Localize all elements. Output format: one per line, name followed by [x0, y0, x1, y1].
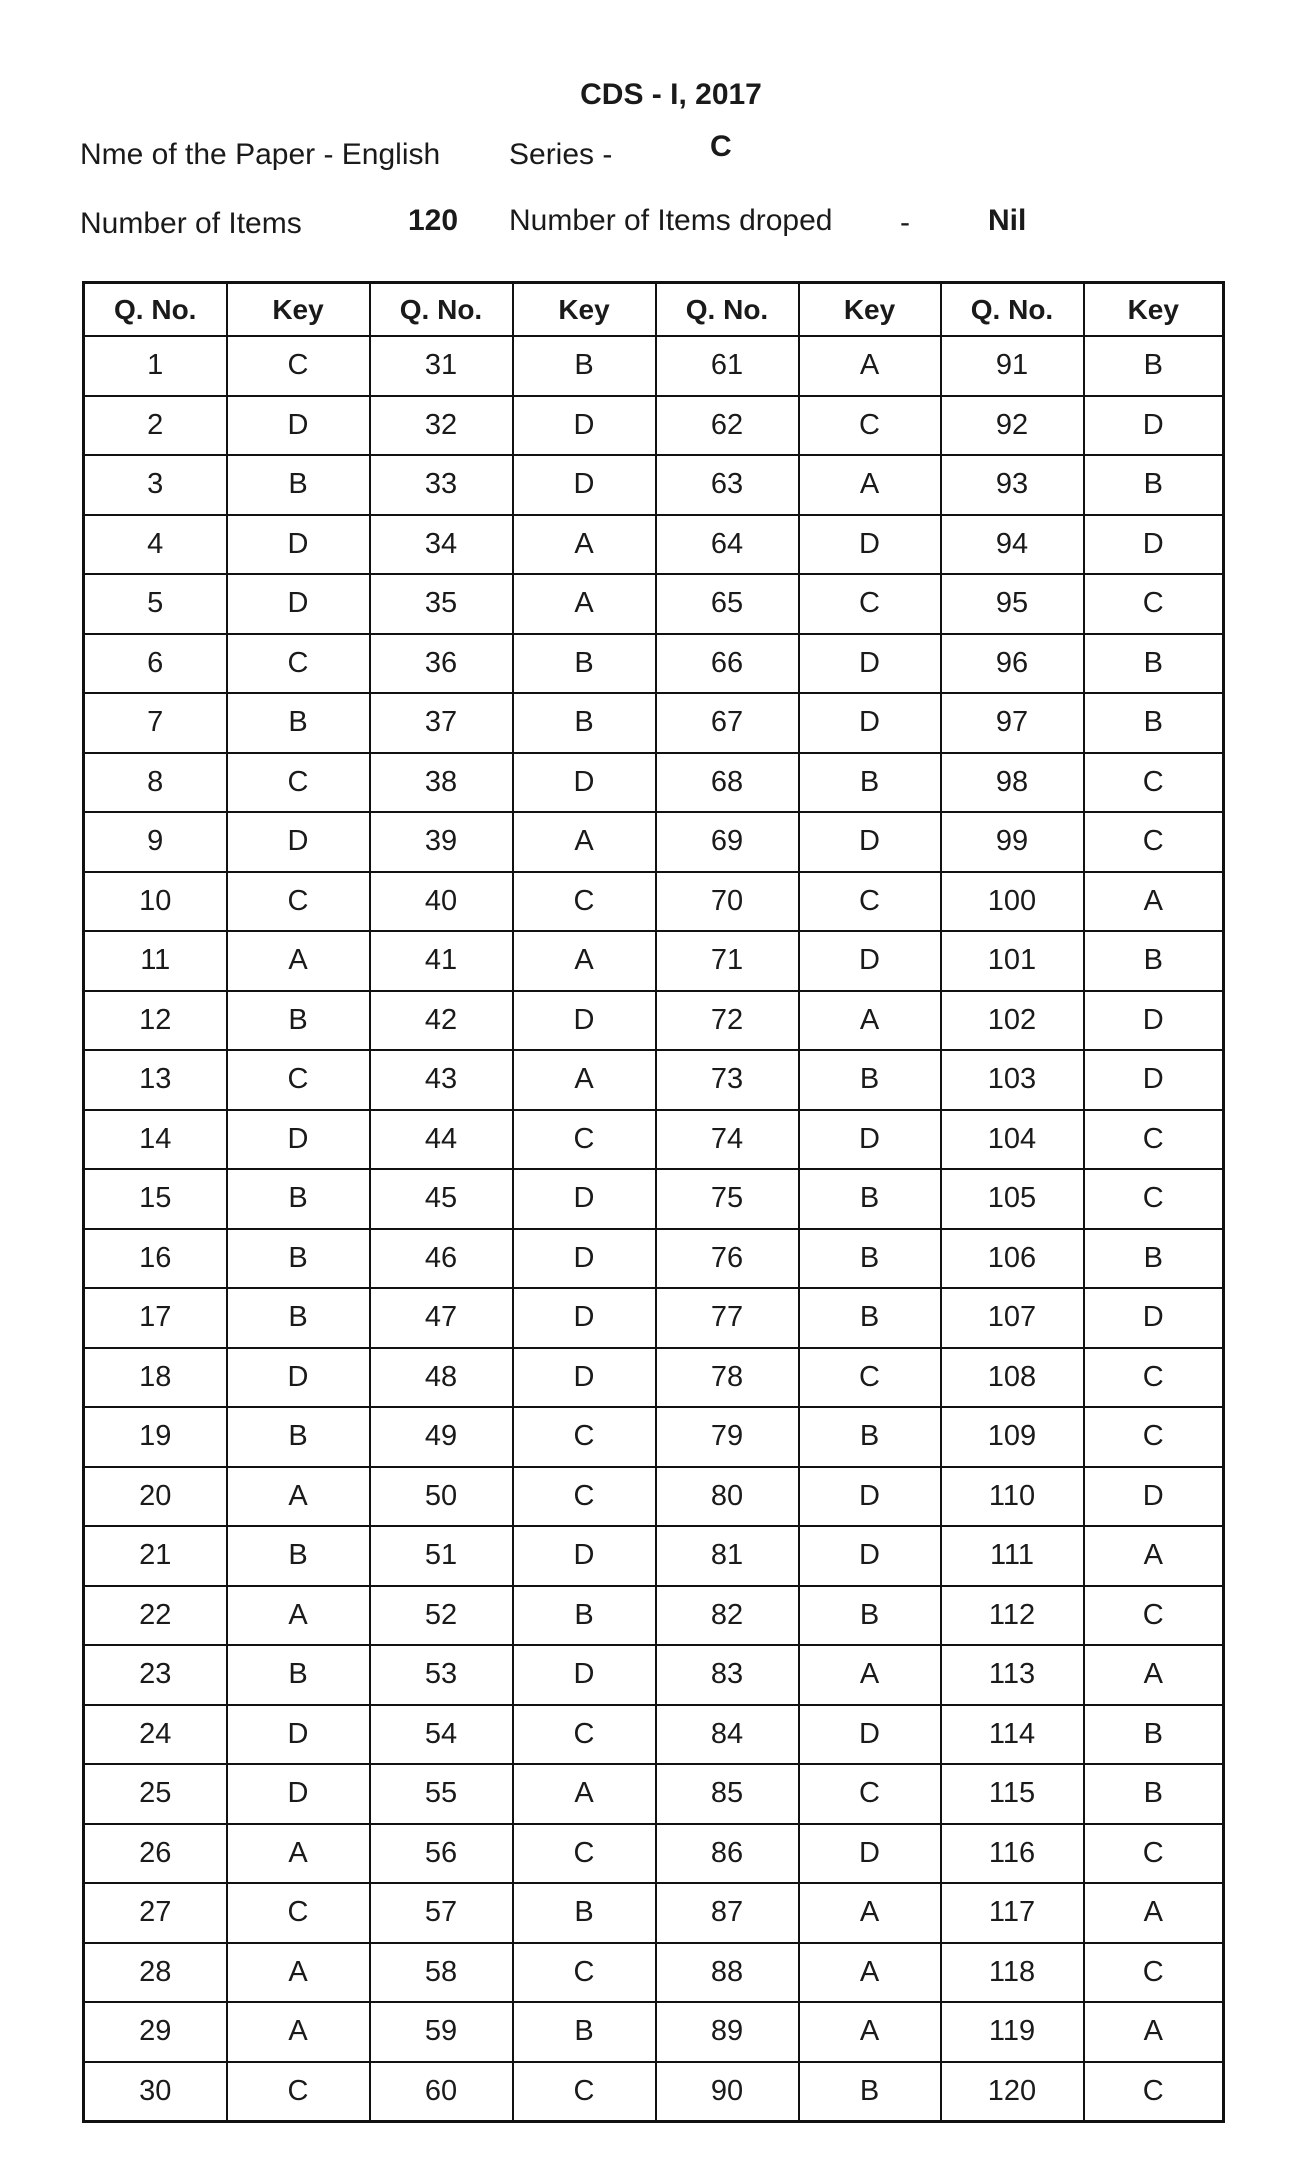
answer-key-cell: A — [513, 1764, 656, 1824]
answer-key-cell: D — [799, 931, 941, 991]
answer-key-cell: B — [1084, 931, 1224, 991]
answer-key-cell: B — [513, 2002, 656, 2062]
answer-key-cell: A — [799, 1943, 941, 2003]
question-number-cell: 43 — [370, 1050, 513, 1110]
question-number-cell: 48 — [370, 1348, 513, 1408]
answer-key-cell: C — [513, 1943, 656, 2003]
question-number-cell: 112 — [941, 1586, 1084, 1646]
answer-key-cell: D — [513, 1288, 656, 1348]
answer-key-cell: C — [1084, 812, 1224, 872]
question-number-cell: 72 — [656, 991, 799, 1051]
question-number-cell: 19 — [84, 1407, 227, 1467]
table-row — [84, 2062, 1224, 2122]
table-row — [84, 1229, 1224, 1289]
answer-key-cell: D — [513, 455, 656, 515]
answer-key-cell: D — [227, 515, 370, 575]
answer-key-cell: C — [1084, 1110, 1224, 1170]
question-number-cell: 10 — [84, 872, 227, 932]
table-row — [84, 2002, 1224, 2062]
question-number-cell: 28 — [84, 1943, 227, 2003]
question-number-cell: 82 — [656, 1586, 799, 1646]
question-number-cell: 25 — [84, 1764, 227, 1824]
answer-key-cell: B — [799, 1050, 941, 1110]
table-row — [84, 336, 1224, 396]
answer-key-cell: B — [1084, 1764, 1224, 1824]
question-number-cell: 4 — [84, 515, 227, 575]
table-row — [84, 931, 1224, 991]
table-row — [84, 991, 1224, 1051]
question-number-cell: 50 — [370, 1467, 513, 1527]
answer-key-cell: C — [513, 872, 656, 932]
answer-key-cell: D — [513, 1169, 656, 1229]
question-number-cell: 59 — [370, 2002, 513, 2062]
question-number-cell: 41 — [370, 931, 513, 991]
answer-key-cell: B — [1084, 1229, 1224, 1289]
question-number-cell: 87 — [656, 1883, 799, 1943]
question-number-cell: 18 — [84, 1348, 227, 1408]
question-number-cell: 30 — [84, 2062, 227, 2122]
question-number-cell: 96 — [941, 634, 1084, 694]
col-header-key: Key — [799, 283, 941, 337]
answer-key-cell: C — [227, 753, 370, 813]
answer-key-cell: B — [227, 1645, 370, 1705]
question-number-cell: 23 — [84, 1645, 227, 1705]
answer-key-cell: B — [227, 1407, 370, 1467]
question-number-cell: 76 — [656, 1229, 799, 1289]
answer-key-cell: C — [799, 872, 941, 932]
table-row — [84, 1645, 1224, 1705]
question-number-cell: 105 — [941, 1169, 1084, 1229]
question-number-cell: 24 — [84, 1705, 227, 1765]
answer-key-cell: D — [227, 1348, 370, 1408]
col-header-qno: Q. No. — [656, 283, 799, 337]
answer-key-cell: A — [513, 1050, 656, 1110]
question-number-cell: 53 — [370, 1645, 513, 1705]
answer-key-cell: B — [1084, 336, 1224, 396]
question-number-cell: 6 — [84, 634, 227, 694]
answer-key-cell: D — [513, 1526, 656, 1586]
answer-key-cell: B — [799, 753, 941, 813]
items-dropped-value: Nil — [988, 204, 1027, 237]
answer-key-cell: A — [799, 1883, 941, 1943]
question-number-cell: 32 — [370, 396, 513, 456]
question-number-cell: 118 — [941, 1943, 1084, 2003]
question-number-cell: 74 — [656, 1110, 799, 1170]
answer-key-cell: B — [513, 1883, 656, 1943]
question-number-cell: 106 — [941, 1229, 1084, 1289]
table-row — [84, 1288, 1224, 1348]
answer-key-cell: C — [513, 2062, 656, 2122]
question-number-cell: 109 — [941, 1407, 1084, 1467]
answer-key-cell: D — [799, 1526, 941, 1586]
answer-key-cell: C — [1084, 2062, 1224, 2122]
answer-key-cell: C — [227, 872, 370, 932]
col-header-qno: Q. No. — [370, 283, 513, 337]
question-number-cell: 2 — [84, 396, 227, 456]
answer-key-cell: A — [1084, 1645, 1224, 1705]
answer-key-cell: C — [513, 1824, 656, 1884]
answer-key-cell: B — [227, 1229, 370, 1289]
answer-key-cell: A — [513, 812, 656, 872]
answer-key-cell: D — [227, 396, 370, 456]
answer-key-cell: C — [799, 1348, 941, 1408]
answer-key-cell: C — [227, 1050, 370, 1110]
answer-key-cell: C — [1084, 1348, 1224, 1408]
question-number-cell: 29 — [84, 2002, 227, 2062]
question-number-cell: 75 — [656, 1169, 799, 1229]
table-row — [84, 1407, 1224, 1467]
answer-key-cell: A — [799, 2002, 941, 2062]
question-number-cell: 103 — [941, 1050, 1084, 1110]
table-row — [84, 396, 1224, 456]
answer-key-cell: D — [1084, 1288, 1224, 1348]
answer-key-cell: A — [799, 336, 941, 396]
answer-key-cell: B — [227, 991, 370, 1051]
question-number-cell: 40 — [370, 872, 513, 932]
question-number-cell: 116 — [941, 1824, 1084, 1884]
answer-key-cell: B — [513, 693, 656, 753]
answer-key-cell: B — [1084, 455, 1224, 515]
table-row — [84, 1348, 1224, 1408]
question-number-cell: 102 — [941, 991, 1084, 1051]
question-number-cell: 1 — [84, 336, 227, 396]
question-number-cell: 27 — [84, 1883, 227, 1943]
answer-key-cell: B — [227, 1288, 370, 1348]
table-body — [84, 336, 1224, 2122]
series-value: C — [710, 130, 732, 163]
answer-key-cell: D — [513, 396, 656, 456]
answer-key-cell: A — [227, 1824, 370, 1884]
question-number-cell: 111 — [941, 1526, 1084, 1586]
answer-key-cell: C — [513, 1407, 656, 1467]
question-number-cell: 35 — [370, 574, 513, 634]
answer-key-cell: D — [1084, 515, 1224, 575]
question-number-cell: 5 — [84, 574, 227, 634]
question-number-cell: 108 — [941, 1348, 1084, 1408]
answer-key-cell: D — [1084, 1050, 1224, 1110]
answer-key-cell: D — [799, 1110, 941, 1170]
answer-key-cell: D — [513, 991, 656, 1051]
question-number-cell: 22 — [84, 1586, 227, 1646]
answer-key-cell: D — [799, 515, 941, 575]
question-number-cell: 54 — [370, 1705, 513, 1765]
answer-key-cell: D — [799, 1705, 941, 1765]
answer-key-cell: D — [227, 1764, 370, 1824]
question-number-cell: 107 — [941, 1288, 1084, 1348]
col-header-key: Key — [227, 283, 370, 337]
answer-key-cell: B — [513, 1586, 656, 1646]
answer-key-cell: A — [513, 574, 656, 634]
question-number-cell: 39 — [370, 812, 513, 872]
question-number-cell: 49 — [370, 1407, 513, 1467]
col-header-key: Key — [1084, 283, 1224, 337]
answer-key-cell: C — [1084, 1943, 1224, 2003]
answer-key-cell: A — [1084, 1526, 1224, 1586]
answer-key-cell: C — [1084, 1407, 1224, 1467]
answer-key-cell: C — [227, 2062, 370, 2122]
table-header-row — [84, 283, 1224, 337]
question-number-cell: 7 — [84, 693, 227, 753]
answer-key-cell: C — [1084, 1824, 1224, 1884]
answer-key-cell: D — [1084, 1467, 1224, 1527]
question-number-cell: 95 — [941, 574, 1084, 634]
question-number-cell: 9 — [84, 812, 227, 872]
question-number-cell: 33 — [370, 455, 513, 515]
table-row — [84, 1705, 1224, 1765]
question-number-cell: 57 — [370, 1883, 513, 1943]
question-number-cell: 115 — [941, 1764, 1084, 1824]
answer-key-cell: D — [799, 1824, 941, 1884]
question-number-cell: 42 — [370, 991, 513, 1051]
question-number-cell: 52 — [370, 1586, 513, 1646]
answer-key-cell: B — [1084, 1705, 1224, 1765]
answer-key-cell: A — [513, 515, 656, 575]
question-number-cell: 85 — [656, 1764, 799, 1824]
table-row — [84, 1883, 1224, 1943]
question-number-cell: 3 — [84, 455, 227, 515]
answer-key-cell: D — [1084, 991, 1224, 1051]
question-number-cell: 86 — [656, 1824, 799, 1884]
table-row — [84, 1586, 1224, 1646]
question-number-cell: 17 — [84, 1288, 227, 1348]
answer-key-cell: C — [513, 1110, 656, 1170]
answer-key-cell: A — [227, 931, 370, 991]
question-number-cell: 38 — [370, 753, 513, 813]
items-value: 120 — [408, 204, 459, 237]
question-number-cell: 51 — [370, 1526, 513, 1586]
question-number-cell: 15 — [84, 1169, 227, 1229]
table-row — [84, 455, 1224, 515]
answer-key-cell: B — [1084, 693, 1224, 753]
items-dropped-dash: - — [900, 206, 910, 239]
answer-key-cell: B — [1084, 634, 1224, 694]
answer-key-cell: B — [513, 336, 656, 396]
answer-key-cell: A — [227, 2002, 370, 2062]
question-number-cell: 110 — [941, 1467, 1084, 1527]
question-number-cell: 100 — [941, 872, 1084, 932]
question-number-cell: 104 — [941, 1110, 1084, 1170]
answer-key-cell: C — [799, 396, 941, 456]
answer-key-cell: C — [227, 634, 370, 694]
question-number-cell: 79 — [656, 1407, 799, 1467]
question-number-cell: 94 — [941, 515, 1084, 575]
answer-key-cell: C — [799, 574, 941, 634]
question-number-cell: 98 — [941, 753, 1084, 813]
answer-key-cell: D — [227, 812, 370, 872]
answer-key-cell: D — [1084, 396, 1224, 456]
question-number-cell: 56 — [370, 1824, 513, 1884]
answer-key-cell: D — [227, 574, 370, 634]
table-row — [84, 1050, 1224, 1110]
items-dropped-label: Number of Items droped — [509, 204, 833, 237]
question-number-cell: 34 — [370, 515, 513, 575]
answer-key-cell: B — [227, 455, 370, 515]
answer-key-cell: D — [227, 1705, 370, 1765]
answer-key-cell: D — [799, 634, 941, 694]
answer-key-cell: D — [799, 812, 941, 872]
question-number-cell: 71 — [656, 931, 799, 991]
question-number-cell: 36 — [370, 634, 513, 694]
question-number-cell: 92 — [941, 396, 1084, 456]
question-number-cell: 46 — [370, 1229, 513, 1289]
answer-key-cell: C — [1084, 574, 1224, 634]
question-number-cell: 14 — [84, 1110, 227, 1170]
table-row — [84, 1110, 1224, 1170]
question-number-cell: 78 — [656, 1348, 799, 1408]
answer-key-cell: D — [799, 1467, 941, 1527]
answer-key-cell: A — [799, 455, 941, 515]
question-number-cell: 20 — [84, 1467, 227, 1527]
question-number-cell: 77 — [656, 1288, 799, 1348]
table-row — [84, 812, 1224, 872]
table-row — [84, 515, 1224, 575]
answer-key-cell: B — [799, 1407, 941, 1467]
col-header-key: Key — [513, 283, 656, 337]
col-header-qno: Q. No. — [941, 283, 1084, 337]
question-number-cell: 88 — [656, 1943, 799, 2003]
answer-key-cell: B — [799, 1229, 941, 1289]
answer-key-cell: D — [513, 1645, 656, 1705]
question-number-cell: 70 — [656, 872, 799, 932]
answer-key-cell: C — [513, 1705, 656, 1765]
table-row — [84, 1526, 1224, 1586]
question-number-cell: 8 — [84, 753, 227, 813]
table-row — [84, 1467, 1224, 1527]
answer-key-cell: B — [799, 2062, 941, 2122]
question-number-cell: 120 — [941, 2062, 1084, 2122]
answer-key-cell: D — [513, 1229, 656, 1289]
answer-key-cell: B — [799, 1169, 941, 1229]
question-number-cell: 60 — [370, 2062, 513, 2122]
answer-key-cell: C — [227, 336, 370, 396]
answer-key-cell: D — [227, 1110, 370, 1170]
answer-key-cell: B — [227, 1526, 370, 1586]
question-number-cell: 73 — [656, 1050, 799, 1110]
answer-key-cell: D — [799, 693, 941, 753]
col-header-qno: Q. No. — [84, 283, 227, 337]
answer-key-cell: A — [1084, 1883, 1224, 1943]
question-number-cell: 37 — [370, 693, 513, 753]
question-number-cell: 97 — [941, 693, 1084, 753]
question-number-cell: 58 — [370, 1943, 513, 2003]
answer-key-cell: B — [799, 1288, 941, 1348]
question-number-cell: 61 — [656, 336, 799, 396]
question-number-cell: 65 — [656, 574, 799, 634]
question-number-cell: 44 — [370, 1110, 513, 1170]
answer-key-cell: C — [799, 1764, 941, 1824]
table-row — [84, 693, 1224, 753]
question-number-cell: 62 — [656, 396, 799, 456]
answer-key-cell: A — [227, 1586, 370, 1646]
series-label: Series - — [509, 138, 613, 171]
question-number-cell: 12 — [84, 991, 227, 1051]
answer-key-cell: C — [513, 1467, 656, 1527]
table-row — [84, 1764, 1224, 1824]
answer-key-cell: C — [1084, 1169, 1224, 1229]
question-number-cell: 64 — [656, 515, 799, 575]
question-number-cell: 13 — [84, 1050, 227, 1110]
question-number-cell: 55 — [370, 1764, 513, 1824]
answer-key-cell: C — [227, 1883, 370, 1943]
question-number-cell: 99 — [941, 812, 1084, 872]
answer-key-cell: A — [227, 1943, 370, 2003]
question-number-cell: 90 — [656, 2062, 799, 2122]
table-row — [84, 574, 1224, 634]
answer-key-cell: A — [799, 991, 941, 1051]
question-number-cell: 83 — [656, 1645, 799, 1705]
question-number-cell: 69 — [656, 812, 799, 872]
question-number-cell: 16 — [84, 1229, 227, 1289]
answer-key-cell: A — [513, 931, 656, 991]
answer-key-cell: A — [799, 1645, 941, 1705]
question-number-cell: 91 — [941, 336, 1084, 396]
question-number-cell: 11 — [84, 931, 227, 991]
table-row — [84, 1169, 1224, 1229]
question-number-cell: 89 — [656, 2002, 799, 2062]
question-number-cell: 84 — [656, 1705, 799, 1765]
answer-key-table — [82, 281, 1225, 2123]
question-number-cell: 63 — [656, 455, 799, 515]
answer-key-cell: C — [1084, 753, 1224, 813]
answer-key-cell: B — [227, 1169, 370, 1229]
table-row — [84, 1943, 1224, 2003]
question-number-cell: 66 — [656, 634, 799, 694]
question-number-cell: 81 — [656, 1526, 799, 1586]
answer-key-cell: A — [227, 1467, 370, 1527]
table-row — [84, 1824, 1224, 1884]
question-number-cell: 113 — [941, 1645, 1084, 1705]
question-number-cell: 114 — [941, 1705, 1084, 1765]
question-number-cell: 101 — [941, 931, 1084, 991]
question-number-cell: 47 — [370, 1288, 513, 1348]
table-row — [84, 872, 1224, 932]
items-label: Number of Items — [80, 207, 302, 240]
table-row — [84, 753, 1224, 813]
page-title: CDS - I, 2017 — [580, 78, 762, 111]
question-number-cell: 68 — [656, 753, 799, 813]
question-number-cell: 93 — [941, 455, 1084, 515]
answer-key-cell: D — [513, 753, 656, 813]
question-number-cell: 117 — [941, 1883, 1084, 1943]
answer-key-cell: A — [1084, 2002, 1224, 2062]
answer-key-cell: D — [513, 1348, 656, 1408]
answer-key-cell: B — [513, 634, 656, 694]
question-number-cell: 45 — [370, 1169, 513, 1229]
question-number-cell: 67 — [656, 693, 799, 753]
table-row — [84, 634, 1224, 694]
question-number-cell: 31 — [370, 336, 513, 396]
question-number-cell: 26 — [84, 1824, 227, 1884]
paper-name-label: Nme of the Paper - English — [80, 138, 441, 171]
answer-key-cell: B — [799, 1586, 941, 1646]
answer-key-cell: A — [1084, 872, 1224, 932]
question-number-cell: 21 — [84, 1526, 227, 1586]
answer-key-cell: C — [1084, 1586, 1224, 1646]
answer-key-cell: B — [227, 693, 370, 753]
question-number-cell: 80 — [656, 1467, 799, 1527]
question-number-cell: 119 — [941, 2002, 1084, 2062]
